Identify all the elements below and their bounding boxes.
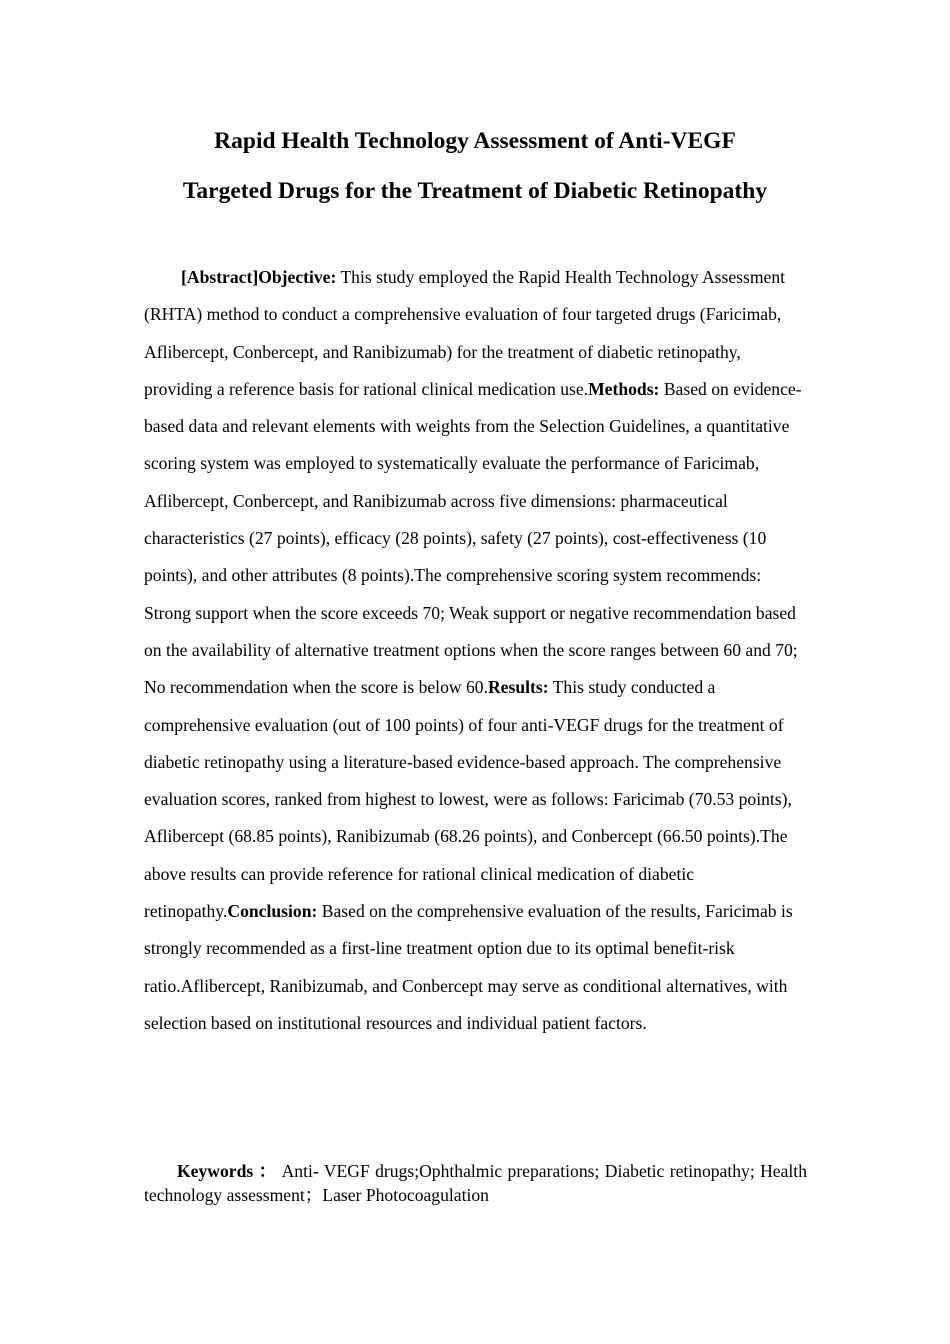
paper-title-line-1: Rapid Health Technology Assessment of Anti-VEGF bbox=[214, 128, 736, 154]
methods-text: Based on evidence-based data and relevant elements with weights from the Selection Guidelines, a quantitative scoring system was employed to systematically evaluate the performance of Faricimab, Aflibercept, Conbercept, and Ranibizumab across five dimensions: pharmaceutical characteristics (27 points), efficacy (28 points), safety (27 points), cost-effectiveness (10 points), and other attributes (8 points).The comprehensive scoring system recommends: Strong support when the score exceeds 70; Weak support or negative recommendation based on the availability of alternative treatment options when the score ranges between 60 and 70; No recommendation when the score is below 60. bbox=[144, 378, 802, 698]
methods-label: Methods: bbox=[588, 378, 660, 399]
paper-title bbox=[100, 116, 850, 216]
conclusion-label: Conclusion: bbox=[227, 901, 318, 922]
abstract-label: [Abstract] bbox=[181, 267, 259, 287]
keywords-text: Anti- VEGF drugs;Ophthalmic preparations; Diabetic retinopathy; Health technology assessment；Laser Photocoagulation bbox=[144, 1161, 807, 1205]
conclusion-text: Based on the comprehensive evaluation of the results, Faricimab is strongly recommended as a first-line treatment option due to its optimal benefit-risk ratio.Aflibercept, Ranibizumab, and Conbercept may serve as conditional alternatives, with selection based on institutional resources and individual patient factors. bbox=[144, 901, 793, 1033]
objective-label: Objective: bbox=[258, 267, 337, 287]
keywords-label: Keywords ： bbox=[177, 1161, 278, 1181]
paper-title-line-2: Targeted Drugs for the Treatment of Diabetic Retinopathy bbox=[182, 178, 768, 204]
abstract-paragraph bbox=[144, 259, 807, 1042]
objective-text: This study employed the Rapid Health Technology Assessment (RHTA) method to conduct a comprehensive evaluation of four targeted drugs (Faricimab, Aflibercept, Conbercept, and Ranibizumab) for the treatment of diabetic retinopathy, providing a reference basis for rational clinical medication use. bbox=[144, 267, 786, 399]
results-label: Results: bbox=[487, 677, 549, 698]
results-text: This study conducted a comprehensive evaluation (out of 100 points) of four anti-VEGF drugs for the treatment of diabetic retinopathy using a literature-based evidence-based approach. The comprehensive evaluation scores, ranked from highest to lowest, were as follows: Faricimab (70.53 points), Aflibercept (68.85 points), Ranibizumab (68.26 points), and Conbercept (66.50 points).The above results can provide reference for rational clinical medication of diabetic retinopathy. bbox=[144, 677, 792, 922]
keywords-paragraph bbox=[144, 1159, 807, 1207]
